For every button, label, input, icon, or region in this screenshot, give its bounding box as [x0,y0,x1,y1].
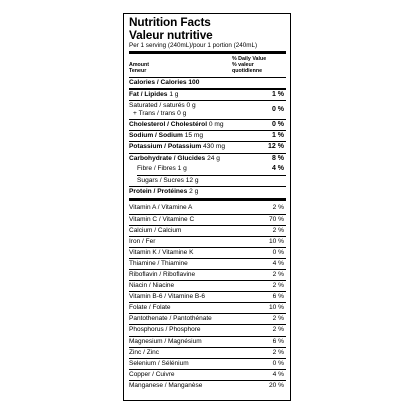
list-item [129,281,286,291]
vitamin-percent: 4 % [272,259,284,267]
column-headers [129,54,286,77]
vitamin-percent: 2 % [272,271,284,279]
nutrition-facts-panel [123,13,291,401]
nutrient-row-protein: Protein / Protéines 2 g [129,188,199,196]
list-item [129,248,286,258]
vitamin-percent: 6 % [272,293,284,301]
nutrient-row-sugars: Sugars / Sucres 12 g [137,176,199,184]
vitamin-name: Vitamin A / Vitamine A [129,204,193,212]
vitamin-percent: 10 % [268,304,284,312]
vitamin-percent: 2 % [272,348,284,356]
list-item [129,370,286,380]
list-item [129,325,286,335]
calories-row: Calories / Calories 100 [129,78,200,86]
vitamin-name: Vitamin K / Vitamine K [129,248,194,256]
title-french: Valeur nutritive [129,27,213,42]
vitamin-name: Vitamin C / Vitamine C [129,215,195,223]
vitamin-name: Zinc / Zinc [129,348,159,356]
list-item [129,259,286,269]
vitamin-name: Magnesium / Magnésium [129,337,202,345]
nutrient-row-sodium: Sodium / Sodium 15 mg 1 % [129,132,284,140]
vitamin-name: Calcium / Calcium [129,226,182,234]
list-item [129,314,286,324]
serving-size: Per 1 serving (240mL)/pour 1 portion (240mL) [129,42,258,49]
list-item [129,348,286,358]
vitamin-name: Manganese / Manganèse [129,381,203,389]
vitamin-name: Selenium / Sélénium [129,359,189,367]
vitamin-percent: 4 % [272,370,284,378]
vitamin-percent: 2 % [272,315,284,323]
vitamin-percent: 2 % [272,326,284,334]
nutrient-row-potassium: Potassium / Potassium 430 mg 12 % [129,143,284,151]
list-item [129,237,286,247]
list-item [129,226,286,236]
vitamin-percent: 0 % [272,359,284,367]
amount-header: Amount Teneur [129,62,150,75]
vitamin-percent: 2 % [272,204,284,212]
vitamin-name: Thiamine / Thiamine [129,259,188,267]
vitamin-percent: 6 % [272,337,284,345]
vitamin-percent: 2 % [272,226,284,234]
list-item [129,337,286,347]
list-item [129,215,286,225]
nutrient-row-cholesterol: Cholesterol / Cholestérol 0 mg 0 % [129,120,284,128]
title-english: Nutrition Facts [129,15,211,29]
vitamin-name: Niacin / Niacine [129,282,175,290]
thick-divider [129,198,286,201]
vitamin-name: Iron / Fer [129,237,156,245]
nutrient-row-fat: Fat / Lipides 1 g 1 % [129,91,284,99]
vitamin-mineral-list [129,203,286,391]
nutrient-row-saturated-trans: Saturated / saturés 0 g + Trans / trans 0 g 0 % [129,102,284,118]
list-item [129,381,286,391]
vitamin-name: Phosphorus / Phosphore [129,326,201,334]
list-item [129,292,286,302]
list-item [129,303,286,313]
vitamin-name: Folate / Folate [129,304,171,312]
vitamin-percent: 10 % [268,237,284,245]
vitamin-percent: 20 % [268,381,284,389]
vitamin-percent: 2 % [272,282,284,290]
vitamin-percent: 0 % [272,248,284,256]
list-item [129,359,286,369]
list-item [129,203,286,213]
vitamin-name: Pantothenate / Pantothénate [129,315,212,323]
vitamin-name: Riboflavin / Riboflavine [129,271,196,279]
nutrient-row-carbohydrate: Carbohydrate / Glucides 24 g 8 % [129,154,284,162]
daily-value-header: % Daily Value % valeur quotidienne [232,56,267,75]
vitamin-percent: 70 % [268,215,284,223]
nutrient-row-fibre: Fibre / Fibres 1 g 4 % [137,165,284,173]
vitamin-name: Copper / Cuivre [129,370,175,378]
list-item [129,270,286,280]
vitamin-name: Vitamin B-6 / Vitamine B-6 [129,293,205,301]
